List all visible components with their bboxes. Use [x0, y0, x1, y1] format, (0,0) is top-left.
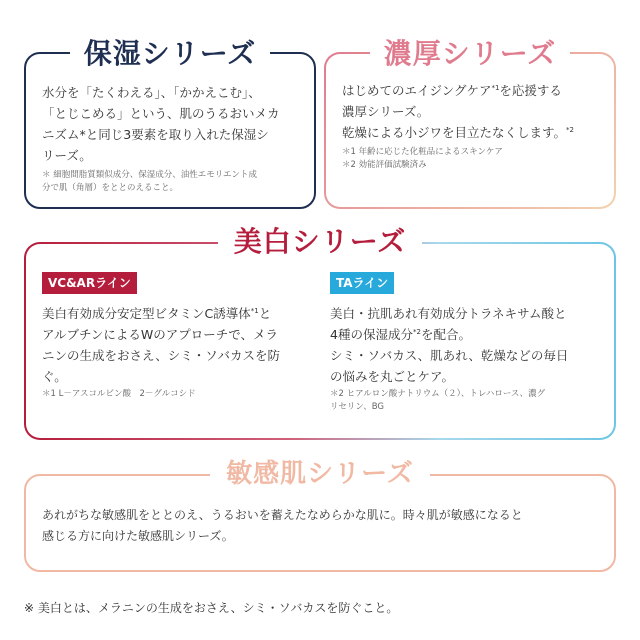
- moisture-line-3: ニズム*と同じ3要素を取り入れた保湿シ: [42, 127, 269, 142]
- rich-footnote: [342, 146, 610, 172]
- moisture-footnote: [42, 169, 308, 195]
- sensitive-line-2: 感じる方に向けた敏感肌シリーズ。: [42, 529, 234, 543]
- ta-line-2: 4種の保湿成分$^{*2}$を配合。: [330, 327, 471, 342]
- rich-line-1: はじめてのエイジングケア$^{*1}$を応援する: [342, 83, 562, 98]
- ta-line-4: の悩みを丸ごとケア。: [330, 369, 455, 384]
- rich-note-1: ＊1 年齢に応じた化粧品によるスキンケア: [342, 147, 503, 157]
- ta-line-1: 美白・抗肌あれ有効成分トラネキサム酸と: [330, 306, 567, 321]
- vc-ar-line-body: [42, 303, 314, 387]
- ta-line-body: [330, 303, 610, 387]
- rich-line-2: 濃厚シリーズ。: [342, 104, 430, 119]
- rich-note-2: ＊2 効能評価試験済み: [342, 160, 427, 170]
- whitening-definition-note: ※ 美白とは、メラニンの生成をおさえ、シミ・ソバカスを防ぐこと。: [24, 601, 399, 615]
- sensitive-series-body: [42, 505, 610, 547]
- vc-ar-footnote: [42, 388, 314, 401]
- vc-ar-line-tag: VC&ARライン: [42, 272, 137, 294]
- vc-line-1: 美白有効成分安定型ビタミンC誘導体$^{*1}$と: [42, 306, 272, 321]
- ta-note-1: ＊2 ヒアルロン酸ナトリウム（２）、トレハロース、濃グ: [330, 389, 546, 399]
- vc-line-2: アルブチンによるWのアプローチで、メラ: [42, 327, 278, 342]
- moisture-line-2: 「とじこめる」という、肌のうるおいメカ: [42, 106, 280, 121]
- rich-line-3: 乾燥による小ジワを目立たなくします。$^{*2}$: [342, 125, 574, 140]
- rich-series-title: 濃厚シリーズ: [370, 34, 570, 74]
- moisture-series-title: 保湿シリーズ: [70, 34, 270, 74]
- sensitive-line-1: あれがちな敏感肌をととのえ、うるおいを蓄えたなめらかな肌に。時々肌が敏感になると: [42, 508, 523, 522]
- vc-line-4: ぐ。: [42, 369, 67, 384]
- moisture-series-body: [42, 82, 308, 166]
- moisture-note-2: 分で肌（角層）をととのえること。: [42, 183, 179, 193]
- ta-note-2: リセリン、BG: [330, 402, 385, 412]
- rich-series-body: [342, 80, 610, 143]
- ta-footnote: [330, 388, 610, 414]
- moisture-note-1: ＊ 細胞間脂質類似成分、保湿成分、油性エモリエント成: [42, 170, 258, 180]
- sensitive-series-title: 敏感肌シリーズ: [210, 454, 430, 494]
- ta-line-tag: TAライン: [330, 272, 394, 294]
- moisture-line-4: リーズ。: [42, 148, 92, 163]
- ta-line-3: シミ・ソバカス、肌あれ、乾燥などの毎日: [330, 348, 569, 363]
- vc-line-3: ニンの生成をおさえ、シミ・ソバカスを防: [42, 348, 281, 363]
- moisture-line-1: 水分を「たくわえる」、「かかえこむ」、: [42, 85, 261, 100]
- whitening-series-title: 美白シリーズ: [218, 222, 422, 262]
- vc-note-1: ＊1 L－アスコルビン酸 2－グルコシド: [42, 389, 196, 399]
